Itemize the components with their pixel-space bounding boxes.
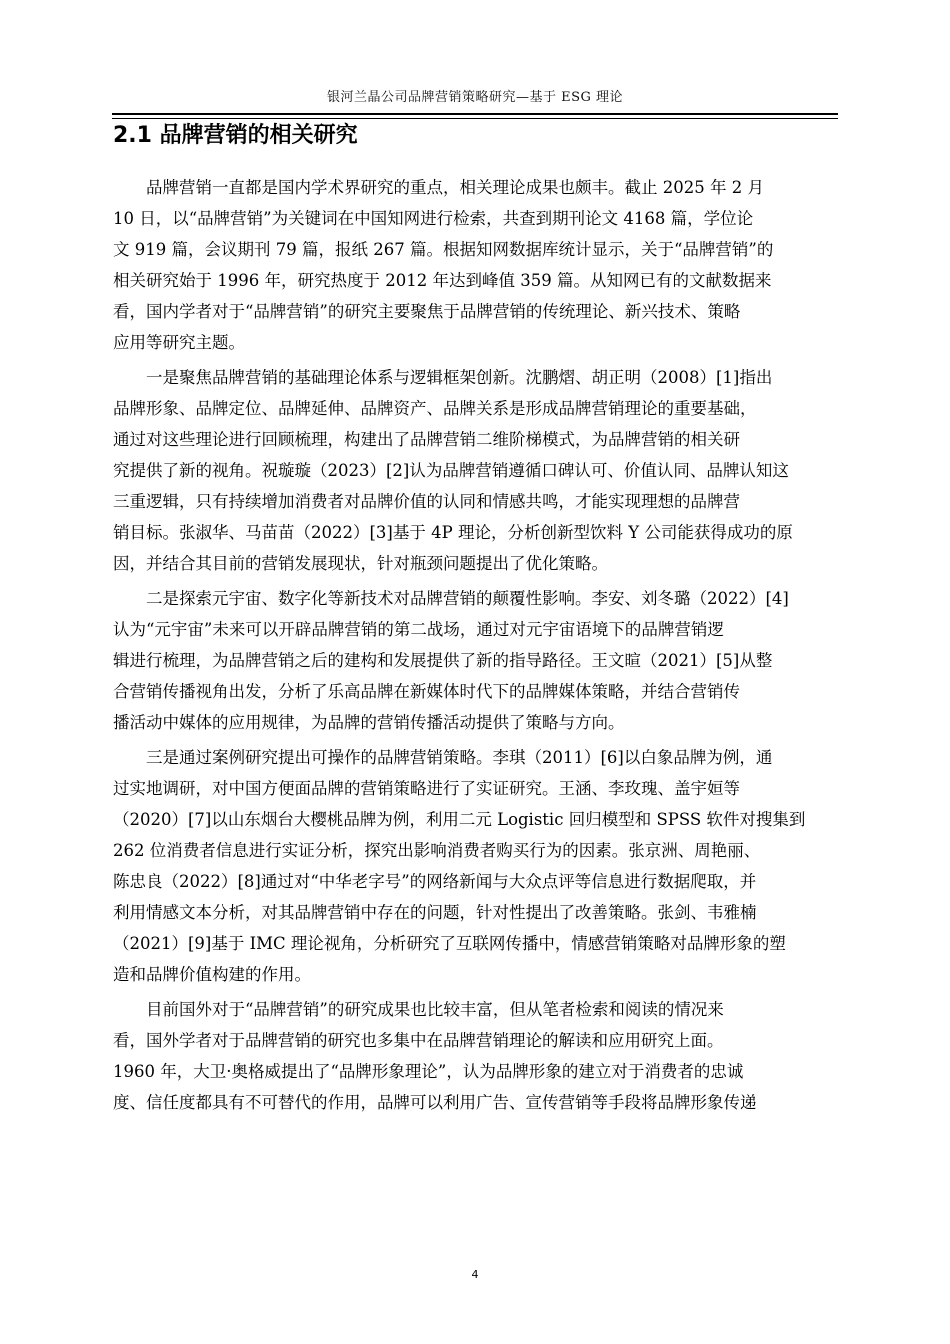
paragraph-intro: 品牌营销一直都是国内学术界研究的重点，相关理论成果也颇丰。截止 2025 年 2 月 10 日，以“品牌营销”为关键词在中国知网进行检索，共查到期刊论文 4168 篇，学位论 文 919 篇，会议期刊 79 篇，报纸 267 篇。根据知网数据库统计显示，关于“品牌营销”的 相关研究始于 1996 年，研究热度于 2012 年达到峰值 359 篇。从知网已有的文献数据来 看，国内学者对于“品牌营销”的研究主要聚焦于品牌营销的传统理论、新兴技术、策略 应用等研究主题。 [113, 178, 774, 352]
header-rule-thin [112, 118, 838, 119]
paragraph-theory: 一是聚焦品牌营销的基础理论体系与逻辑框架创新。沈鹏熠、胡正明（2008）[1]指出 品牌形象、品牌定位、品牌延伸、品牌资产、品牌关系是形成品牌营销理论的重要基础， 通过对这些理论进行回顾梳理，构建出了品牌营销二维阶梯模式，为品牌营销的相关研 究提供了新的视角。祝璇璇（2023）[2]认为品牌营销遵循口碑认可、价值认同、品牌认知这 三重逻辑，只有持续增加消费者对品牌价值的认同和情感共鸣，才能实现理想的品牌营 销目标。张淑华、马苗苗（2022）[3]基于 4P 理论，分析创新型饮料 Y 公司能获得成功的原 因，并结合其目前的营销发展现状，针对瓶颈问题提出了优化策略。 [113, 368, 793, 573]
body-text [113, 172, 837, 1122]
paragraph-technology: 二是探索元宇宙、数字化等新技术对品牌营销的颠覆性影响。李安、刘冬璐（2022）[4] 认为“元宇宙”未来可以开辟品牌营销的第二战场，通过对元宇宙语境下的品牌营销逻 辑进行梳理，为品牌营销之后的建构和发展提供了新的指导路径。王文暄（2021）[5]从整 合营销传播视角出发，分析了乐高品牌在新媒体时代下的品牌媒体策略，并结合营销传 播活动中媒体的应用规律，为品牌的营销传播活动提供了策略与方向。 [113, 589, 789, 732]
paragraph-case-study: 三是通过案例研究提出可操作的品牌营销策略。李琪（2011）[6]以白象品牌为例，通 过实地调研，对中国方便面品牌的营销策略进行了实证研究。王涵、李玫瑰、盖宇姮等 （2020）[7]以山东烟台大樱桃品牌为例，利用二元 Logistic 回归模型和 SPSS 软件对搜集到 262 位消费者信息进行实证分析，探究出影响消费者购买行为的因素。张京洲、周艳丽、 陈忠良（2022）[8]通过对“中华老字号”的网络新闻与大众点评等信息进行数据爬取，并 利用情感文本分析，对其品牌营销中存在的问题，针对性提出了改善策略。张剑、韦雅楠 （2021）[9]基于 IMC 理论视角，分析研究了互联网传播中，情感营销策略对品牌形象的塑 造和品牌价值构建的作用。 [113, 748, 806, 984]
section-heading: 2.1 品牌营销的相关研究 [113, 123, 358, 148]
header-rule-thick [112, 113, 838, 115]
page-number: 4 [471, 1268, 479, 1281]
paragraph-foreign-research: 目前国外对于“品牌营销”的研究成果也比较丰富，但从笔者检索和阅读的情况来 看，国外学者对于品牌营销的研究也多集中在品牌营销理论的解读和应用研究上面。 1960 年，大卫·奥格威提出了“品牌形象理论”，认为品牌形象的建立对于消费者的忠诚 度、信任度都具有不可替代的作用，品牌可以利用广告、宣传营销等手段将品牌形象传递 [113, 1000, 757, 1112]
running-header: 银河兰晶公司品牌营销策略研究—基于 ESG 理论 [326, 90, 624, 105]
